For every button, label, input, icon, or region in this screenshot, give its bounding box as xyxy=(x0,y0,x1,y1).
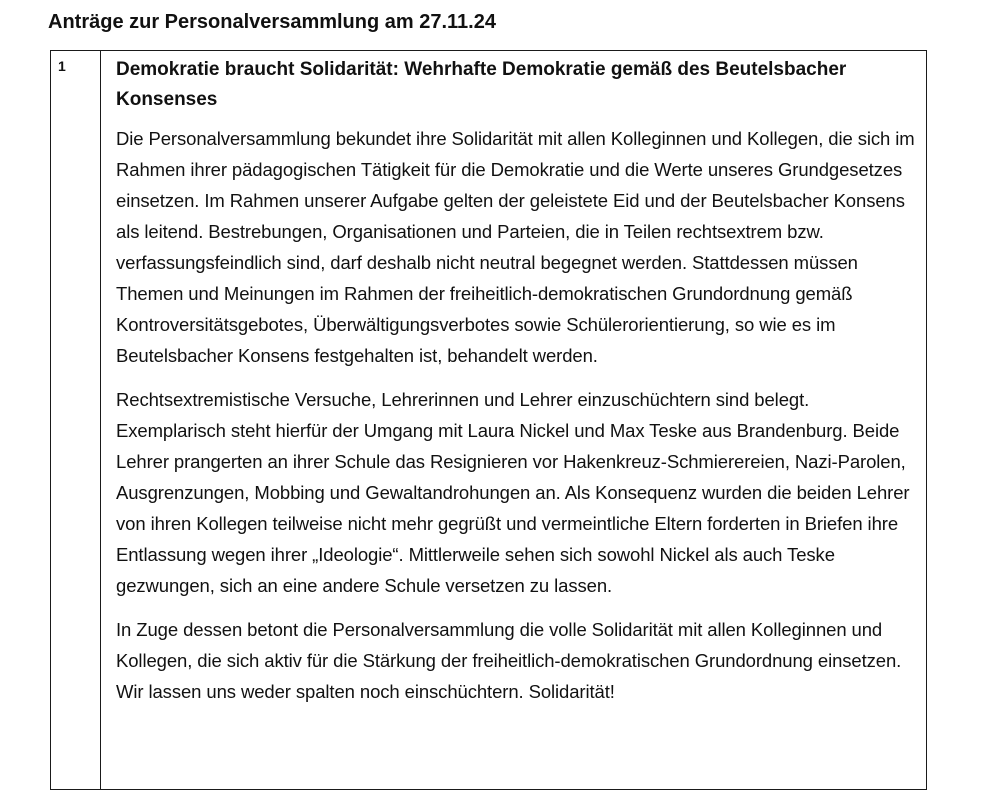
document-title: Anträge zur Personalversammlung am 27.11.24 xyxy=(48,11,496,33)
motion-heading: Demokratie braucht Solidarität: Wehrhafte Demokratie gemäß des Beutelsbacher Konsenses xyxy=(116,59,847,110)
column-divider xyxy=(100,51,101,789)
motion-body xyxy=(116,55,918,720)
motion-table xyxy=(50,50,927,790)
motion-paragraph-1: Die Personalversammlung bekundet ihre Solidarität mit allen Kolleginnen und Kollegen, die sich im Rahmen ihrer pädagogischen Tätigkeit für die Demokratie und die Werte unseres Grundgesetzes einsetzen. Im Rahmen unserer Aufgabe gelten der geleistete Eid und der Beutelsbacher Konsens als leitend. Bestrebungen, Organisationen und Parteien, die in Teilen rechtsextrem bzw. verfassungsfeindlich sind, darf deshalb nicht neutral begegnet werden. Stattdessen müssen Themen und Meinungen im Rahmen der freiheitlich-demokratischen Grundordnung gemäß Kontroversitätsgebotes, Überwältigungsverbotes sowie Schülerorientierung, so wie es im Beutelsbacher Konsens festgehalten ist, behandelt werden. xyxy=(116,128,915,366)
motion-number: 1 xyxy=(58,58,66,74)
motion-paragraph-3: In Zuge dessen betont die Personalversammlung die volle Solidarität mit allen Kolleginnen und Kollegen, die sich aktiv für die Stärkung der freiheitlich-demokratischen Grundordnung einsetzen. Wir lassen uns weder spalten noch einschüchtern. Solidarität! xyxy=(116,619,902,702)
motion-paragraph-2: Rechtsextremistische Versuche, Lehrerinnen und Lehrer einzuschüchtern sind belegt. Exemplarisch steht hierfür der Umgang mit Laura Nickel und Max Teske aus Brandenburg. Beide Lehrer prangerten an ihrer Schule das Resignieren vor Hakenkreuz-Schmierereien, Nazi-Parolen, Ausgrenzungen, Mobbing und Gewaltandrohungen an. Als Konsequenz wurden die beiden Lehrer von ihren Kollegen teilweise nicht mehr gegrüßt und vermeintliche Eltern forderten in Briefen ihre Entlassung wegen ihrer „Ideologie“. Mittlerweile sehen sich sowohl Nickel als auch Teske gezwungen, sich an eine andere Schule versetzen zu lassen. xyxy=(116,389,910,596)
